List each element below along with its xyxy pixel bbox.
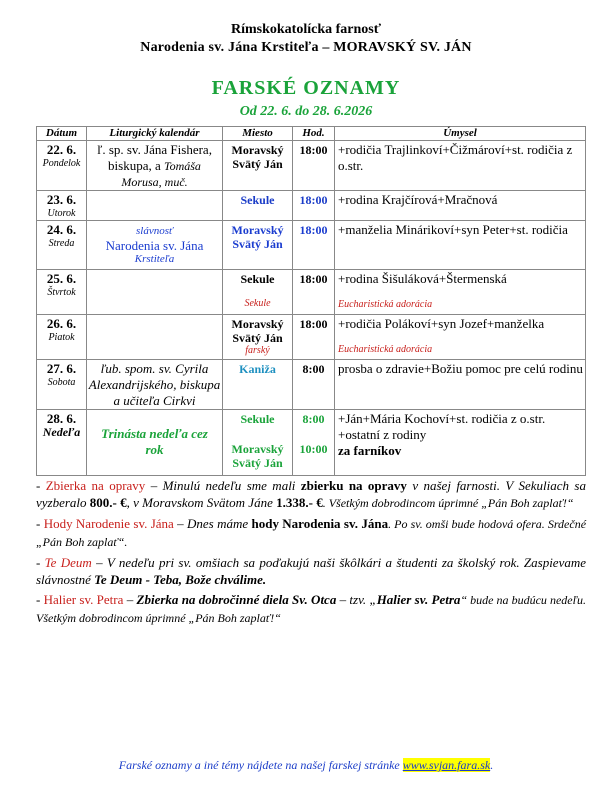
date-cell (37, 410, 87, 476)
intention-first-b: +ostatní z rodiny (338, 427, 427, 442)
adoration-note: Eucharistická adorácia (338, 344, 433, 355)
intention: prosba o zdravie+Božiu pomoc pre celú rodinu (338, 361, 583, 376)
header-intention: Úmysel (335, 127, 586, 141)
table-row (37, 141, 586, 191)
hour-cell (293, 270, 335, 315)
liturgical-text: ľub. spom. sv. Cyrila Alexandrijského, biskupa a učiteľa Cirkvi (88, 361, 221, 408)
place-cell (223, 360, 293, 410)
website-link[interactable]: www.svjan.fara.sk (402, 758, 491, 772)
table-header-row (37, 127, 586, 141)
place-cell (223, 270, 293, 315)
note-bold: 800.- € (89, 495, 127, 510)
place-cell (223, 191, 293, 221)
hour-cell (293, 315, 335, 360)
date: 27. 6. (46, 361, 77, 376)
footer (0, 758, 612, 773)
table-row (37, 191, 586, 221)
liturgical-cell (87, 221, 223, 270)
announcements (36, 477, 586, 630)
table-row (37, 410, 586, 476)
date-cell (37, 221, 87, 270)
liturgical-cell (87, 270, 223, 315)
footer-end: . (490, 758, 494, 772)
intention-cell (335, 191, 586, 221)
intention: +rodičia Polákoví+syn Jozef+manželka (338, 316, 545, 331)
note-bold: Zbierka na dobročinné diela Sv. Otca (136, 592, 337, 607)
table-row (37, 221, 586, 270)
note-text: v našej farnosti. V Sekuliach sa vyzberalo (36, 478, 586, 510)
liturgical-extra: Krstiteľa (134, 253, 175, 265)
intention: +manželia Minárikoví+syn Peter+st. rodičia (338, 222, 568, 237)
place-first: Sekule (240, 412, 275, 426)
place: Moravský Svätý Ján (231, 143, 284, 171)
note-text: – tzv. „ (336, 592, 377, 607)
hour-cell (293, 410, 335, 476)
liturgical-text: Trinásta nedeľa cez rok (101, 426, 208, 457)
intention: +rodina Šišuláková+Štermenská (338, 271, 507, 286)
intention-cell (335, 221, 586, 270)
place-cell (223, 221, 293, 270)
date: 23. 6. (46, 192, 77, 207)
parish-name: Rímskokatolícka farnosť (230, 22, 382, 37)
day-name: Nedeľa (42, 425, 81, 439)
hour-cell (293, 191, 335, 221)
adoration-note: Eucharistická adorácia (338, 299, 433, 310)
note-bold: Te Deum - Teba, Bože chválime. (94, 572, 267, 587)
note-label: Te Deum (44, 555, 92, 570)
hour-cell (293, 221, 335, 270)
hour-second: 10:00 (299, 442, 328, 456)
note-text: – V nedeľu pri sv. omšiach sa poďakujú naši škôlkári a študenti za školský rok. Zaspievame slávnostné (36, 555, 586, 587)
note-bold: 1.338.- € (276, 495, 323, 510)
place-cell (223, 141, 293, 191)
header-liturgical: Liturgický kalendár (87, 127, 223, 141)
date-range: Od 22. 6. do 28. 6.2026 (239, 104, 373, 119)
intention-cell (335, 270, 586, 315)
note-text: . Všetkým dobrodincom úprimné „Pán Boh zaplať!“ (322, 496, 574, 510)
hour: 18:00 (299, 143, 328, 157)
header-date: Dátum (37, 127, 87, 141)
date-cell (37, 141, 87, 191)
intention-cell (335, 360, 586, 410)
place: Kaniža (239, 362, 276, 376)
liturgical-label: slávnosť (135, 225, 173, 237)
place-second: Moravský Svätý Ján (231, 442, 284, 470)
place-note: Sekule (244, 298, 271, 309)
liturgical-text (87, 141, 222, 190)
liturgical-extra: Tomáša Morusa, muč. (121, 159, 201, 189)
hour: 18:00 (299, 272, 328, 286)
intention-second: za farníkov (338, 443, 402, 458)
parish-subtitle: Narodenia sv. Jána Krstiteľa – MORAVSKÝ SV. JÁN (140, 40, 472, 55)
note-bold: zbierku na opravy (300, 478, 407, 493)
place: Moravský Svätý Ján (231, 223, 284, 251)
note-label: Halier sv. Petra (43, 592, 124, 607)
note-bold: Halier sv. Petra (376, 592, 461, 607)
note-text: . Po sv. omši bude hodová ofera. Srdečné „Pán Boh zaplať“. (36, 517, 587, 549)
note-collection: - Zbierka na opravy – Minulú nedeľu sme mali zbierku na opravy v našej farnosti. V Sekuliach sa vyzberalo 800.- €, v Moravskom Svätom Jáne 1.338.- €. Všetkým dobrodincom úprimné „Pán Boh zaplať!“ (36, 478, 586, 510)
place-cell (223, 410, 293, 476)
footer-text: Farské oznamy a iné témy nájdete na našej farskej stránke (118, 758, 403, 772)
note-text: – Dnes máme (173, 516, 252, 531)
place-note: farský (245, 345, 270, 356)
hour-cell (293, 360, 335, 410)
note-label: Zbierka na opravy (45, 478, 146, 493)
date-cell (37, 191, 87, 221)
intention-cell (335, 410, 586, 476)
table-row (37, 315, 586, 360)
hour: 8:00 (302, 362, 325, 376)
liturgical-cell (87, 410, 223, 476)
day-name: Sobota (47, 377, 76, 388)
day-name: Štvrtok (47, 287, 76, 298)
intention-cell (335, 141, 586, 191)
intention: +rodina Krajčírová+Mračnová (338, 192, 498, 207)
hour-first: 8:00 (302, 412, 325, 426)
header-hour: Hod. (293, 127, 335, 141)
date-cell (37, 270, 87, 315)
day-name: Streda (48, 238, 75, 249)
date: 22. 6. (46, 142, 77, 157)
place: Sekule (240, 272, 275, 286)
place: Sekule (240, 193, 275, 207)
page-title: FARSKÉ OZNAMY (211, 77, 401, 99)
liturgical-main: Narodenia sv. Jána (105, 238, 204, 253)
table-row (37, 270, 586, 315)
place: Moravský Svätý Ján (231, 317, 284, 345)
hour: 18:00 (299, 223, 328, 237)
date-cell (37, 315, 87, 360)
date: 26. 6. (46, 316, 77, 331)
place-cell (223, 315, 293, 360)
note-te-deum: - Te Deum – V nedeľu pri sv. omšiach sa poďakujú naši škôlkári a študenti za školský rok. Zaspievame slávnostné Te Deum - Teba, Bože chválime. (36, 555, 586, 587)
liturgical-cell (87, 141, 223, 191)
note-bold: hody Narodenia sv. Jána (251, 516, 389, 531)
note-peter: - Halier sv. Petra – Zbierka na dobročinné diela Sv. Otca – tzv. „Halier sv. Petra“ bude na budúcu nedeľu. Všetkým dobrodincom úprimné „Pán Boh zaplať!“ (36, 592, 586, 625)
note-text: – (123, 592, 137, 607)
schedule-table (36, 126, 586, 476)
hour-cell (293, 141, 335, 191)
date: 24. 6. (46, 222, 77, 237)
day-name: Pondelok (42, 158, 81, 169)
liturgical-cell (87, 315, 223, 360)
day-name: Utorok (47, 208, 76, 219)
note-text: – Minulú nedeľu sme mali (145, 478, 301, 493)
date-cell (37, 360, 87, 410)
day-name: Piatok (48, 332, 75, 343)
intention: +rodičia Trajlinkoví+Čižmároví+st. rodičia z o.str. (338, 142, 573, 173)
note-text: , v Moravskom Svätom Jáne (126, 495, 277, 510)
hour: 18:00 (299, 317, 328, 331)
date: 28. 6. (46, 411, 77, 426)
note-text: “ bude na budúcu nedeľu. Všetkým dobrodincom úprimné „Pán Boh zaplať!“ (36, 593, 586, 625)
note-feast: - Hody Narodenie sv. Jána – Dnes máme hody Narodenia sv. Jána. Po sv. omši bude hodová ofera. Srdečné „Pán Boh zaplať“. (36, 516, 587, 549)
intention-first: +Ján+Mária Kochoví+st. rodičia z o.str. (338, 411, 546, 426)
date: 25. 6. (46, 271, 77, 286)
header-place: Miesto (223, 127, 293, 141)
note-label: Hody Narodenie sv. Jána (43, 516, 174, 531)
table-row (37, 360, 586, 410)
liturgical-cell (87, 191, 223, 221)
liturgical-cell (87, 360, 223, 410)
liturgical-main: ľ. sp. sv. Jána Fishera, biskupa, a (97, 142, 212, 173)
hour: 18:00 (299, 193, 328, 207)
intention-cell (335, 315, 586, 360)
